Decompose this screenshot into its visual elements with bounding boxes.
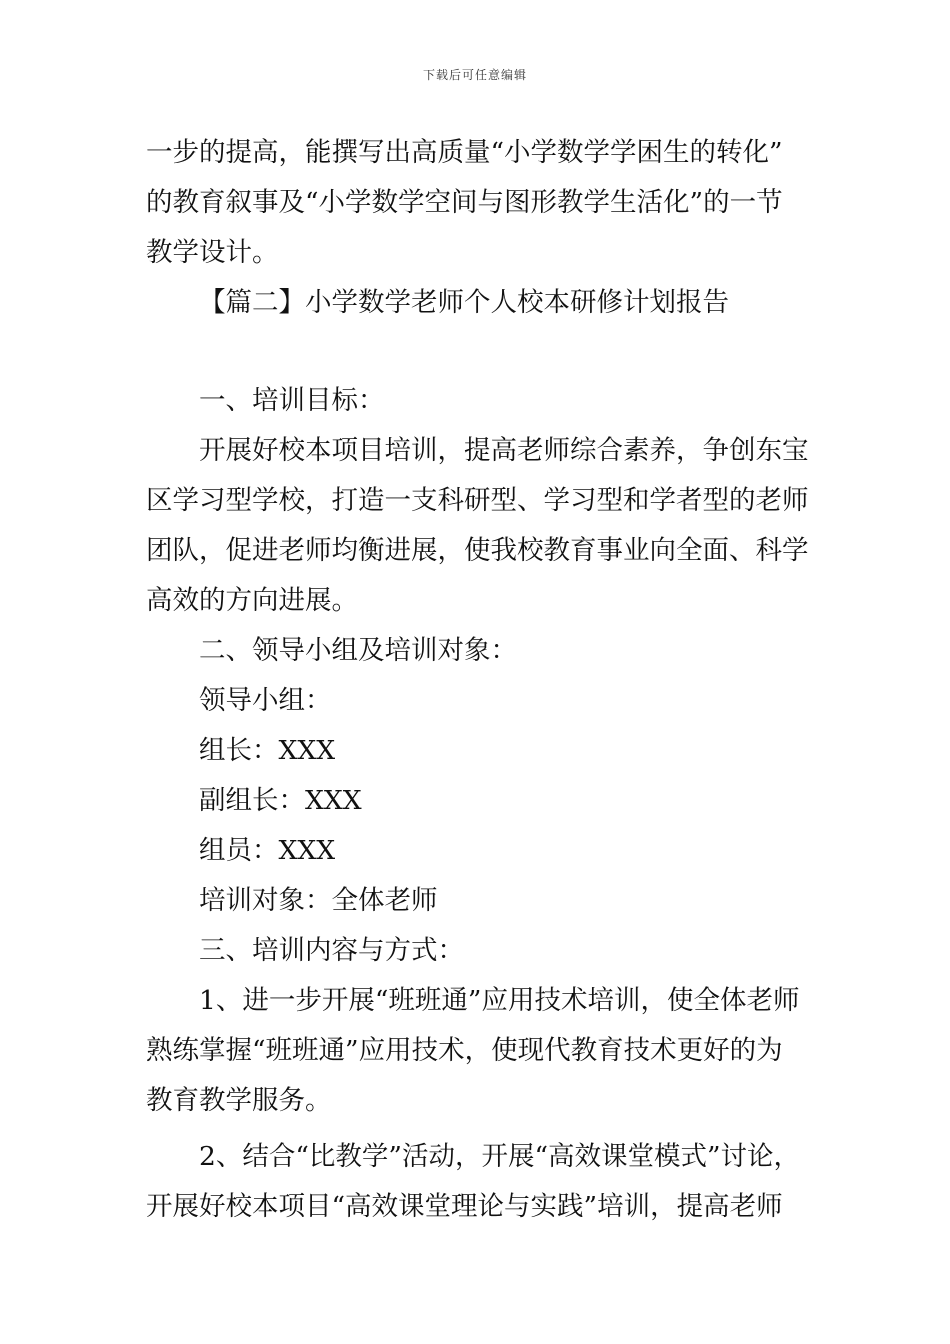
paragraph-line: 一步的提高，能撰写出高质量“小学数学学困生的转化”: [146, 137, 783, 168]
list-item-line: 开展好校本项目“高效课堂理论与实践”培训，提高老师: [146, 1191, 783, 1222]
list-item-line: 1、进一步开展“班班通”应用技术培训，使全体老师: [199, 985, 800, 1016]
paragraph-line: 区学习型学校，打造一支科研型、学习型和学者型的老师: [146, 485, 809, 516]
heading-content-methods: 三、培训内容与方式：: [199, 935, 464, 966]
section-title: 【篇二】小学数学老师个人校本研修计划报告: [199, 287, 729, 318]
list-item-line: 教育教学服务。: [146, 1085, 332, 1116]
page-header: 下载后可任意编辑: [422, 68, 527, 82]
leader-line: 组长：XXX: [199, 735, 336, 766]
list-item-line: 2、结合“比教学”活动，开展“高效课堂模式”讨论，: [199, 1141, 801, 1172]
paragraph-line: 开展好校本项目培训，提高老师综合素养，争创东宝: [199, 435, 809, 466]
paragraph-line: 教学设计。: [146, 237, 279, 268]
heading-leadership: 二、领导小组及培训对象：: [199, 635, 517, 666]
heading-training-goals: 一、培训目标：: [199, 385, 385, 416]
members-line: 组员：XXX: [199, 835, 336, 866]
vice-leader-line: 副组长：XXX: [199, 785, 362, 816]
paragraph-line: 的教育叙事及“小学数学空间与图形教学生活化”的一节: [146, 187, 783, 218]
trainees-line: 培训对象：全体老师: [199, 885, 438, 916]
paragraph-line: 高效的方向进展。: [146, 585, 358, 616]
list-item-line: 熟练掌握“班班通”应用技术，使现代教育技术更好的为: [146, 1035, 783, 1066]
document-body: [146, 128, 826, 1232]
paragraph-line: 团队，促进老师均衡进展，使我校教育事业向全面、科学: [146, 535, 809, 566]
spacer: [146, 328, 826, 376]
leaders-label: 领导小组：: [199, 685, 332, 716]
